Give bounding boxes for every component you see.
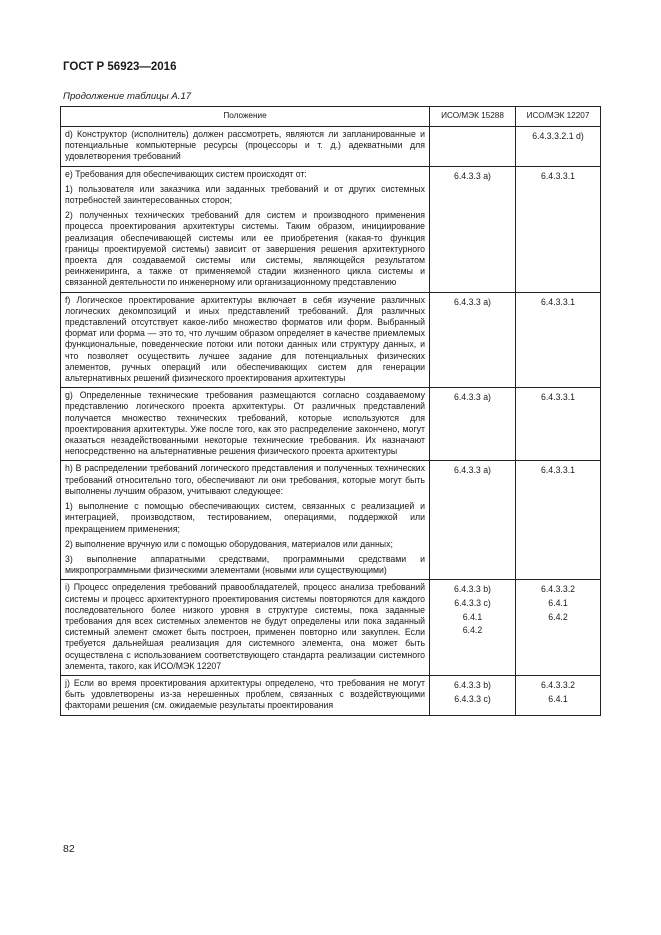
iso12207-reference: 6.4.3.3.1	[540, 392, 576, 403]
iso12207-reference: 6.4.3.3.2.1 d)	[532, 131, 584, 141]
position-cell	[61, 675, 430, 715]
iso12207-reference: 6.4.2	[548, 611, 568, 622]
iso12207-cell	[516, 461, 601, 580]
iso15288-reference: 6.4.3.3 а)	[454, 392, 491, 403]
iso12207-reference: 6.4.3.3.2	[540, 679, 576, 690]
requirements-table	[60, 106, 601, 716]
document-header: ГОСТ Р 56923—2016	[63, 61, 177, 73]
position-cell	[61, 166, 430, 292]
iso15288-cell	[430, 388, 516, 461]
position-paragraph: d) Конструктор (исполнитель) должен рассмотреть, являются ли запланированные и потенциальные компьютерные ресурсы (процессоры и т. д.) адекватными для удовлетворения требований	[65, 129, 425, 162]
iso15288-cell	[430, 292, 516, 388]
page-number: 82	[63, 843, 75, 855]
position-paragraph: 3) выполнение аппаратными средствами, программными средствами и микропрограммными физическими элементами (новыми или существующими)	[65, 553, 425, 576]
position-cell	[61, 461, 430, 580]
position-cell	[61, 580, 430, 676]
iso12207-reference: 6.4.3.3.2	[540, 584, 576, 595]
column-header-iso15288: ИСО/МЭК 15288	[430, 107, 516, 127]
iso12207-cell	[516, 127, 601, 167]
table-row	[61, 388, 601, 461]
iso15288-cell	[430, 166, 516, 292]
position-paragraph: 1) пользователя или заказчика или заданных требований и от других системных потребностей заинтересованных сторон;	[65, 183, 425, 206]
iso12207-cell	[516, 580, 601, 676]
iso15288-reference: 6.4.3.3 а)	[454, 465, 491, 476]
table-row	[61, 166, 601, 292]
table-row	[61, 580, 601, 676]
position-paragraph: i) Процесс определения требований правообладателей, процесс анализа требований системы и процесс архитектурного проектирования системы повторяются для каждого последовательного более низкого уровня в структуре системы, пока заданные требования для всех системных элементов не будут определены или пока заданный системный элемент сможет быть построен, применен повторно или закуплен. Если требуется дальнейшая реализация для системного элемента, она может быть осуществлена с использованием соответствующего стандарта реализации системного элемента, такого, как ИСО/МЭК 12207	[65, 582, 425, 671]
iso12207-reference: 6.4.1	[548, 693, 568, 704]
position-paragraph: h) В распределении требований логического представления и полученных технических требований относительно того, обеспечивают ли они требования, которые могут быть выполнены лучшим образом, учитывают следующее:	[65, 463, 425, 496]
table-header-row	[61, 107, 601, 127]
iso12207-reference: 6.4.3.3.1	[540, 170, 576, 181]
position-paragraph: е) Требования для обеспечивающих систем происходят от:	[65, 168, 307, 179]
position-paragraph: j) Если во время проектирования архитектуры определено, что требования не могут быть удовлетворены из-за нерешенных проблем, связанных с воздействующими факторами решения (см. ожидаемые результаты проектирования	[65, 677, 425, 711]
table-row	[61, 675, 601, 715]
position-cell	[61, 292, 430, 388]
iso15288-reference: 6.4.2	[462, 625, 483, 636]
table-row	[61, 292, 601, 388]
iso12207-cell	[516, 292, 601, 388]
table-row	[61, 461, 601, 580]
iso15288-cell	[430, 675, 516, 715]
position-cell	[61, 127, 430, 167]
iso15288-cell	[430, 580, 516, 676]
position-paragraph: f) Логическое проектирование архитектуры включает в себя изучение различных логических декомпозиций и иных представлений требований. Для различных представлений отсутствует какое-либо множество форматов или форм. Выбранный формат или форма — это то, что лучшим образом определяет в качестве приемлемых функциональные, поведенческие потоки или потоки данных или структуру данных, и что позволяет осуществить лучшее задание для потенциальных физических элементов, ручных операций или обеспечивающих систем для генерации альтернативных решений физического проектирования архитектуры	[65, 294, 425, 384]
iso15288-reference: 6.4.3.3 b)	[454, 584, 491, 595]
iso15288-cell	[430, 461, 516, 580]
column-header-iso12207: ИСО/МЭК 12207	[516, 107, 601, 127]
iso15288-reference: 6.4.3.3 с)	[454, 597, 491, 608]
iso12207-cell	[516, 675, 601, 715]
iso15288-cell	[430, 127, 516, 167]
iso15288-reference: 6.4.3.3 а)	[454, 170, 491, 181]
table-row	[61, 127, 601, 167]
iso15288-reference: 6.4.3.3 с)	[454, 693, 491, 704]
position-paragraph: 2) выполнение вручную или с помощью оборудования, материалов или данных;	[65, 538, 393, 549]
iso12207-reference: 6.4.3.3.1	[540, 465, 576, 476]
column-header-position: Положение	[61, 107, 430, 127]
iso15288-reference: 6.4.1	[462, 611, 483, 622]
position-paragraph: 2) полученных технических требований для систем и производного применения процесса проектирования архитектуры системы. Таким образом, инициирование реализация обеспечивающей системы или ее приобретения (какая-то функция границы проектируемой системы) зависит от завершения решения архитектурного проекта для создаваемой системы или системы, являющейся результатом реинжениринга, а также от применяемой стадии жизненного цикла системы и связанной деятельности по инженерному или организационному представлению	[65, 210, 425, 288]
iso12207-cell	[516, 166, 601, 292]
position-cell	[61, 388, 430, 461]
iso15288-reference: 6.4.3.3 b)	[454, 679, 491, 690]
position-paragraph: g) Определенные технические требования размещаются согласно создаваемому представлению логического проекта архитектуры. От различных представлений получается множество технических требований, которые используются для проектирования архитектуры. Уже после того, как это распределение закончено, могут оказаться незадействованными некоторые технические требования. Их назначают непосредственно на альтернативные решения физического проекта архитектуры	[65, 390, 425, 457]
iso12207-reference: 6.4.3.3.1	[540, 296, 576, 307]
iso12207-cell	[516, 388, 601, 461]
position-paragraph: 1) выполнение с помощью обеспечивающих систем, связанных с реализацией и интеграцией, производством, тестированием, операциями, поддержкой или прекращением применения;	[65, 501, 425, 534]
iso12207-reference: 6.4.1	[548, 597, 568, 608]
iso15288-reference: 6.4.3.3 а)	[454, 296, 491, 307]
table-continuation-caption: Продолжение таблицы А.17	[63, 91, 192, 102]
